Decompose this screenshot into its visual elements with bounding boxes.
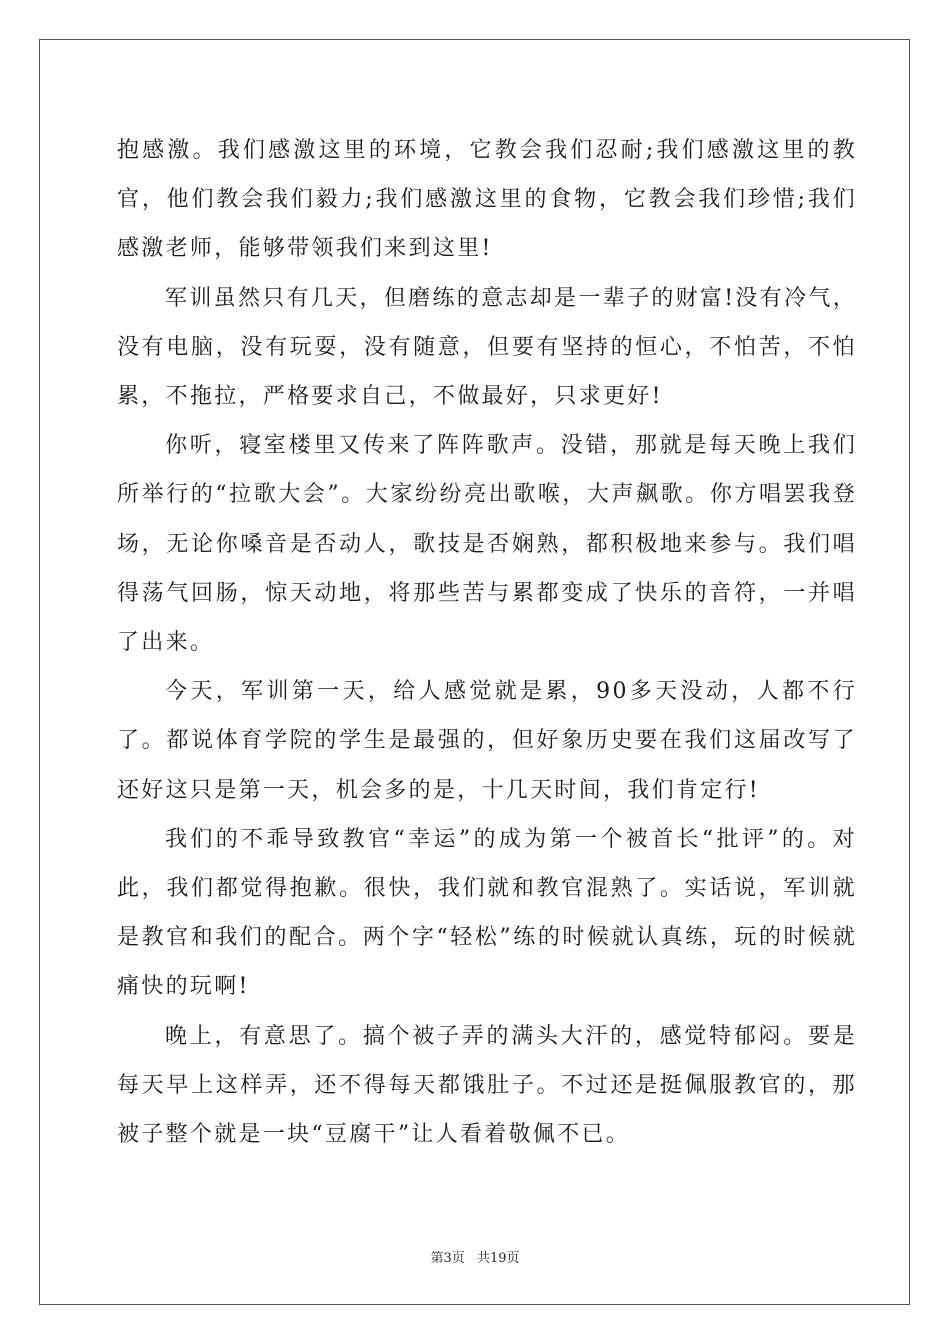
paragraph-2: 军训虽然只有几天，但磨练的意志却是一辈子的财富!没有冷气，没有电脑，没有玩耍，没有随意，但要有坚持的恒心，不怕苦，不怕累，不拖拉，严格要求自己，不做最好，只求更好! [117, 285, 857, 410]
page-number: 第3页 [430, 1251, 465, 1266]
paragraph-3: 你听，寝室楼里又传来了阵阵歌声。没错，那就是每天晚上我们所举行的“拉歌大会”。大家纷纷亮出歌喉，大声飙歌。你方唱罢我登场，无论你嗓音是否动人，歌技是否娴熟，都积极地来参与。我们唱得荡气回肠，惊天动地，将那些苦与累都变成了快乐的音符，一并唱了出来。 [117, 433, 857, 656]
paragraph-5: 我们的不乖导致教官“幸运”的成为第一个被首长“批评”的。对此，我们都觉得抱歉。很快，我们就和教官混熟了。实话说，军训就是教官和我们的配合。两个字“轻松”练的时候就认真练，玩的时候就痛快的玩啊! [117, 826, 857, 1000]
paragraph-6: 晚上，有意思了。搞个被子弄的满头大汗的，感觉特郁闷。要是每天早上这样弄，还不得每天都饿肚子。不过还是挺佩服教官的，那被子整个就是一块“豆腐干”让人看着敬佩不已。 [117, 1023, 857, 1148]
page-footer [0, 1247, 950, 1266]
document-body [117, 126, 857, 1159]
paragraph-4: 今天，军训第一天，给人感觉就是累，90多天没动，人都不行了。都说体育学院的学生是最强的，但好象历史要在我们这届改写了还好这只是第一天，机会多的是，十几天时间，我们肯定行! [117, 679, 857, 803]
page-total: 共19页 [476, 1251, 520, 1266]
paragraph-1: 抱感激。我们感激这里的环境，它教会我们忍耐;我们感激这里的教官，他们教会我们毅力;我们感激这里的食物，它教会我们珍惜;我们感激老师，能够带领我们来到这里! [117, 138, 857, 262]
